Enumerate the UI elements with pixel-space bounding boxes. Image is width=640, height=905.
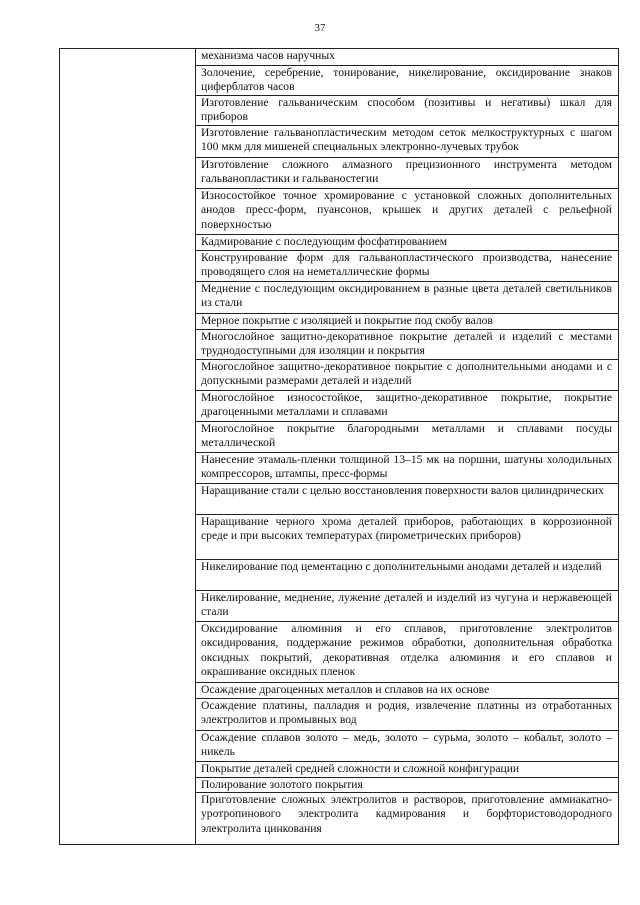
table-row: Осаждение сплавов золото – медь, золото – сурьма, золото – кобальт, золото – никель <box>196 731 618 762</box>
table-row: Золочение, серебрение, тонирование, никелирование, оксидирование знаков циферблатов часов <box>196 66 618 96</box>
table-row: Многослойное износостойкое, защитно-декоративное покрытие, покрытие драгоценными металлами и сплавами <box>196 391 618 422</box>
table-row: Наращивание черного хрома деталей приборов, работающих в коррозионной среде и при высоких температурах (пирометрических приборов) <box>196 515 618 560</box>
table-row: Нанесение этамаль-пленки толщиной 13–15 мк на поршни, шатуны холодильных компрессоров, штампы, пресс-формы <box>196 453 618 484</box>
table-row: Покрытие деталей средней сложности и сложной конфигурации <box>196 762 618 778</box>
table-row: Изготовление сложного алмазного прецизионного инструмента методом гальванопластики и гальваностегии <box>196 158 618 189</box>
empty-left-column <box>60 49 196 844</box>
page-number: 37 <box>314 22 326 34</box>
table-row: Кадмирование с последующим фосфатированием <box>196 235 618 251</box>
work-types-table <box>59 48 619 845</box>
table-row: Изготовление гальванопластическим методом сеток мелкоструктурных с шагом 100 мкм для мишеней специальных электронно-лучевых трубок <box>196 126 618 158</box>
table-row: Многослойное защитно-декоративное покрытие деталей и изделий с местами труднодоступными для изоляции и покрытия <box>196 330 618 360</box>
table-row: Наращивание стали с целью восстановления поверхности валов цилиндрических <box>196 484 618 515</box>
table-row: Оксидирование алюминия и его сплавов, приготовление электролитов оксидирования, поддержание режимов обработки, дополнительная обработка оксидных покрытий, декоративная отделка алюминия и его сплавов и окрашивание оксидных пленок <box>196 622 618 683</box>
table-row: Многослойное покрытие благородными металлами и сплавами посуды металлической <box>196 422 618 453</box>
table-row: Износостойкое точное хромирование с установкой сложных дополнительных анодов пресс-форм, пуансонов, крышек и других деталей с рельефной поверхностью <box>196 189 618 235</box>
table-row: Конструирование форм для гальванопластического производства, нанесение проводящего слоя на неметаллические формы <box>196 251 618 282</box>
table-row: Меднение с последующим оксидированием в разные цвета деталей светильников из стали <box>196 282 618 314</box>
table-row: Мерное покрытие с изоляцией и покрытие под скобу валов <box>196 314 618 330</box>
table-row: Полирование золотого покрытия <box>196 778 618 793</box>
table-row: Осаждение драгоценных металлов и сплавов на их основе <box>196 683 618 699</box>
table-row: Многослойное защитно-декоративное покрытие с дополнительными анодами и с допускными размерами деталей и изделий <box>196 360 618 391</box>
table-row: Никелирование, меднение, лужение деталей и изделий из чугуна и нержавеющей стали <box>196 591 618 622</box>
table-row: Приготовление сложных электролитов и растворов, приготовление аммиакатно-уротропинового электролита кадмирования и борфтористоводородного электролита цинкования <box>201 793 612 835</box>
work-types-column <box>196 49 618 844</box>
table-row: механизма часов наручных <box>196 49 618 66</box>
table-row: Никелирование под цементацию с дополнительными анодами деталей и изделий <box>196 560 618 591</box>
table-row: Осаждение платины, палладия и родия, извлечение платины из отработанных электролитов и промывных вод <box>196 699 618 731</box>
table-row: Изготовление гальваническим способом (позитивы и негативы) шкал для приборов <box>196 96 618 126</box>
